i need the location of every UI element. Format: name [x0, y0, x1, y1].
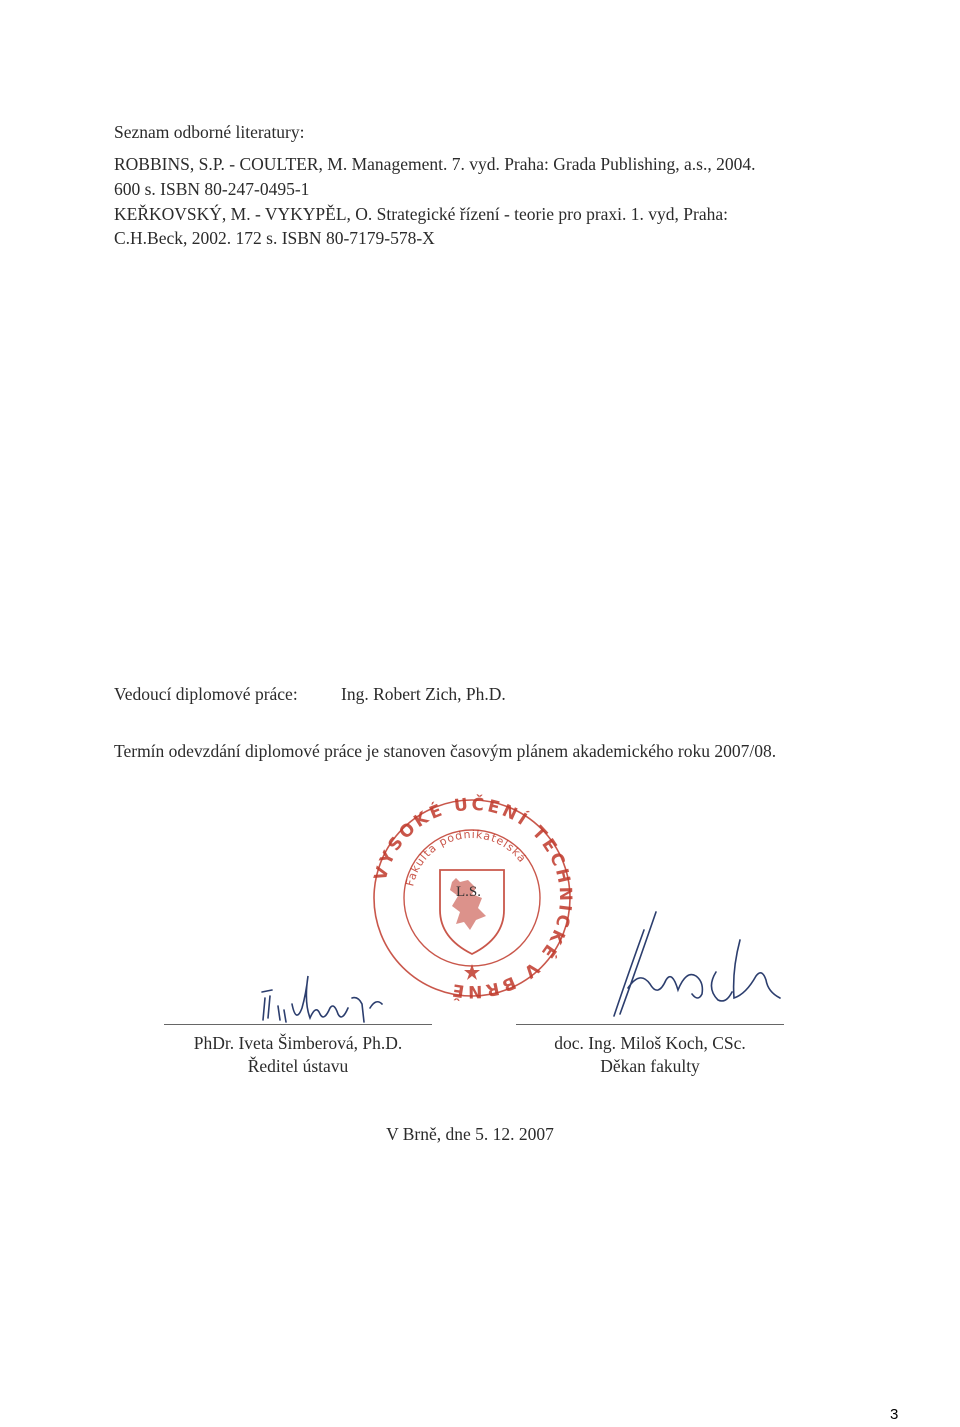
right-signature [606, 910, 786, 1020]
place-date: V Brně, dne 5. 12. 2007 [386, 1124, 554, 1144]
supervisor-label: Vedoucí diplomové práce: [114, 684, 298, 704]
literature-line: ROBBINS, S.P. - COULTER, M. Management. 7. vyd. Praha: Grada Publishing, a.s., 2004. [114, 154, 756, 174]
left-signatory-title: Ředitel ústavu [247, 1056, 349, 1076]
right-signature-line [516, 1024, 784, 1025]
stamp-label: L.S. [456, 884, 482, 900]
stamp-inner-text: Fakulta podnikatelská [403, 827, 530, 888]
right-signatory-title: Děkan fakulty [600, 1056, 700, 1076]
page-number: 3 [890, 1406, 899, 1423]
literature-heading: Seznam odborné literatury: [114, 122, 305, 142]
right-signatory-name: doc. Ing. Miloš Koch, CSc. [554, 1033, 746, 1053]
deadline-text: Termín odevzdání diplomové práce je stanoven časovým plánem akademického roku 2007/08. [114, 741, 777, 761]
literature-line: 600 s. ISBN 80-247-0495-1 [114, 179, 310, 199]
left-signature-line [164, 1024, 432, 1025]
supervisor-name: Ing. Robert Zich, Ph.D. [341, 684, 506, 704]
left-signature [258, 968, 388, 1028]
stamp-outer-text: VYSOKÉ UČENÍ TECHNICKÉ V BRNĚ [370, 794, 576, 1002]
svg-text:Fakulta podnikatelská [403, 828, 529, 888]
left-signatory-name: PhDr. Iveta Šimberová, Ph.D. [193, 1033, 403, 1053]
literature-line: C.H.Beck, 2002. 172 s. ISBN 80-7179-578-X [114, 228, 435, 248]
literature-line: KEŘKOVSKÝ, M. - VYKYPĚL, O. Strategické řízení - teorie pro praxi. 1. vyd, Praha: [114, 204, 729, 224]
